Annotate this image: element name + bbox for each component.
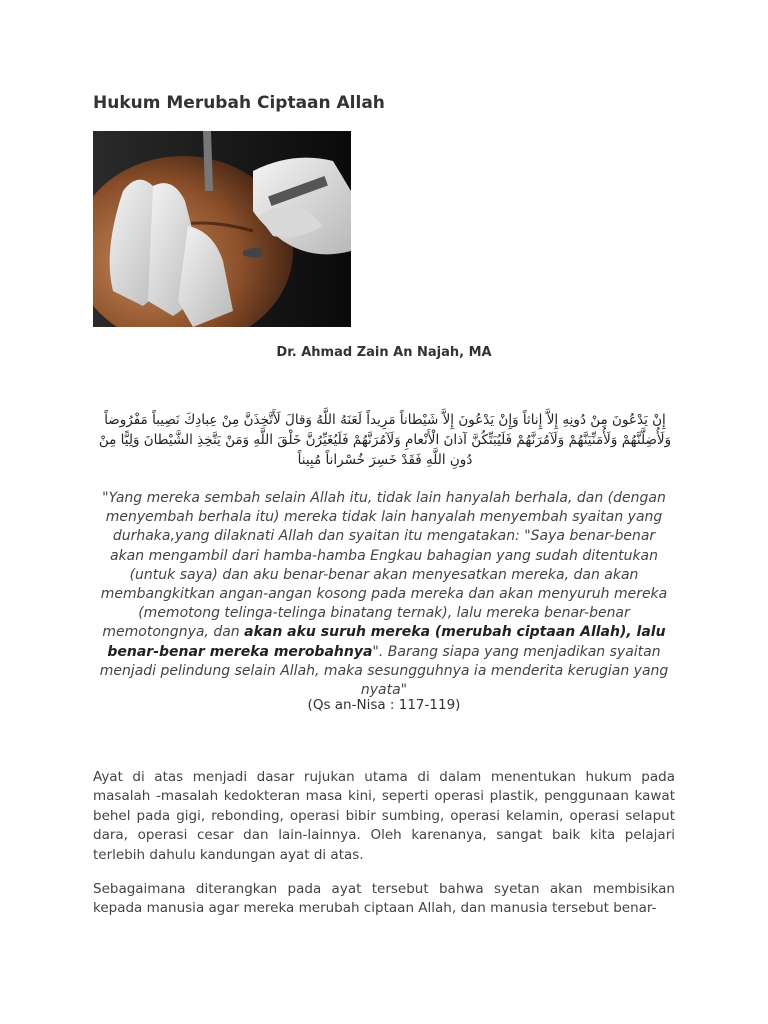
translation-text-start: "Yang mereka sembah selain Allah itu, tidak lain hanyalah berhala, dan (dengan menyembah berhala itu) mereka tidak lain hanyalah menyembah syaitan yang durhaka,yang dilaknati Allah dan syaitan itu mengatakan: "Saya benar-benar akan mengambil dari hamba-hamba Engkau bahagian yang sudah ditentukan (untuk saya) dan aku benar-benar akan menyesatkan mereka, dan akan membangkitkan angan-angan kosong pada mereka dan akan menyuruh mereka (memotong telinga-telinga binatang ternak), lalu mereka benar-benar memotongnya, dan [100, 490, 668, 641]
author-name: Dr. Ahmad Zain An Najah, MA [276, 345, 492, 360]
article-photo [93, 131, 351, 327]
article-title: Hukum Merubah Ciptaan Allah [93, 93, 385, 113]
verse-reference: (Qs an-Nisa : 117-119) [307, 697, 461, 713]
verse-translation [96, 489, 672, 700]
body-paragraph-2: Sebagaimana diterangkan pada ayat tersebut bahwa syetan akan membisikan kepada manusia agar mereka merubah ciptaan Allah, dan manusia tersebut benar- [93, 881, 675, 917]
body-paragraph-1: Ayat di atas menjadi dasar rujukan utama di dalam menentukan hukum pada masalah -masalah kedokteran masa kini, seperti operasi plastik, penggunaan kawat behel pada gigi, rebonding, operasi bibir sumbing, operasi kelamin, operasi selaput dara, operasi cesar dan lain-lainnya. Oleh karenanya, sangat baik kita pelajari terlebih dahulu kandungan ayat di atas. [93, 769, 675, 863]
translation-text-end: ". Barang siapa yang menjadikan syaitan menjadi pelindung selain Allah, maka sesungguhnya ia menderita kerugian yang nyata" [99, 643, 669, 699]
arabic-verse: إِنْ يَدْعُونَ مِنْ دُونِهِ إِلاَّ إِناثاً وَإِنْ يَدْعُونَ إِلاَّ شَيْطاناً مَرِيداً لَعَنَهُ اللَّهُ وَقالَ لَأَتَّخِذَنَّ مِنْ عِبادِكَ نَصِيباً مَفْرُوضاً وَلَأُضِلَّنَّهُمْ وَلَأُمَنِّيَنَّهُمْ وَلَآمُرَنَّهُمْ فَلَيُبَتِّكُنَّ آذانَ الْأَنْعامِ وَلَآمُرَنَّهُمْ فَلَيُغَيِّرُنَّ خَلْقَ اللَّهِ وَمَنْ يَتَّخِذِ الشَّيْطانَ وَلِيًّا مِنْ دُونِ اللَّهِ فَقَدْ خَسِرَ خُسْراناً مُبِيناً [98, 412, 672, 468]
translation-emphasis: akan aku suruh mereka (merubah ciptaan Allah), lalu benar-benar mereka merobahnya [107, 624, 666, 660]
